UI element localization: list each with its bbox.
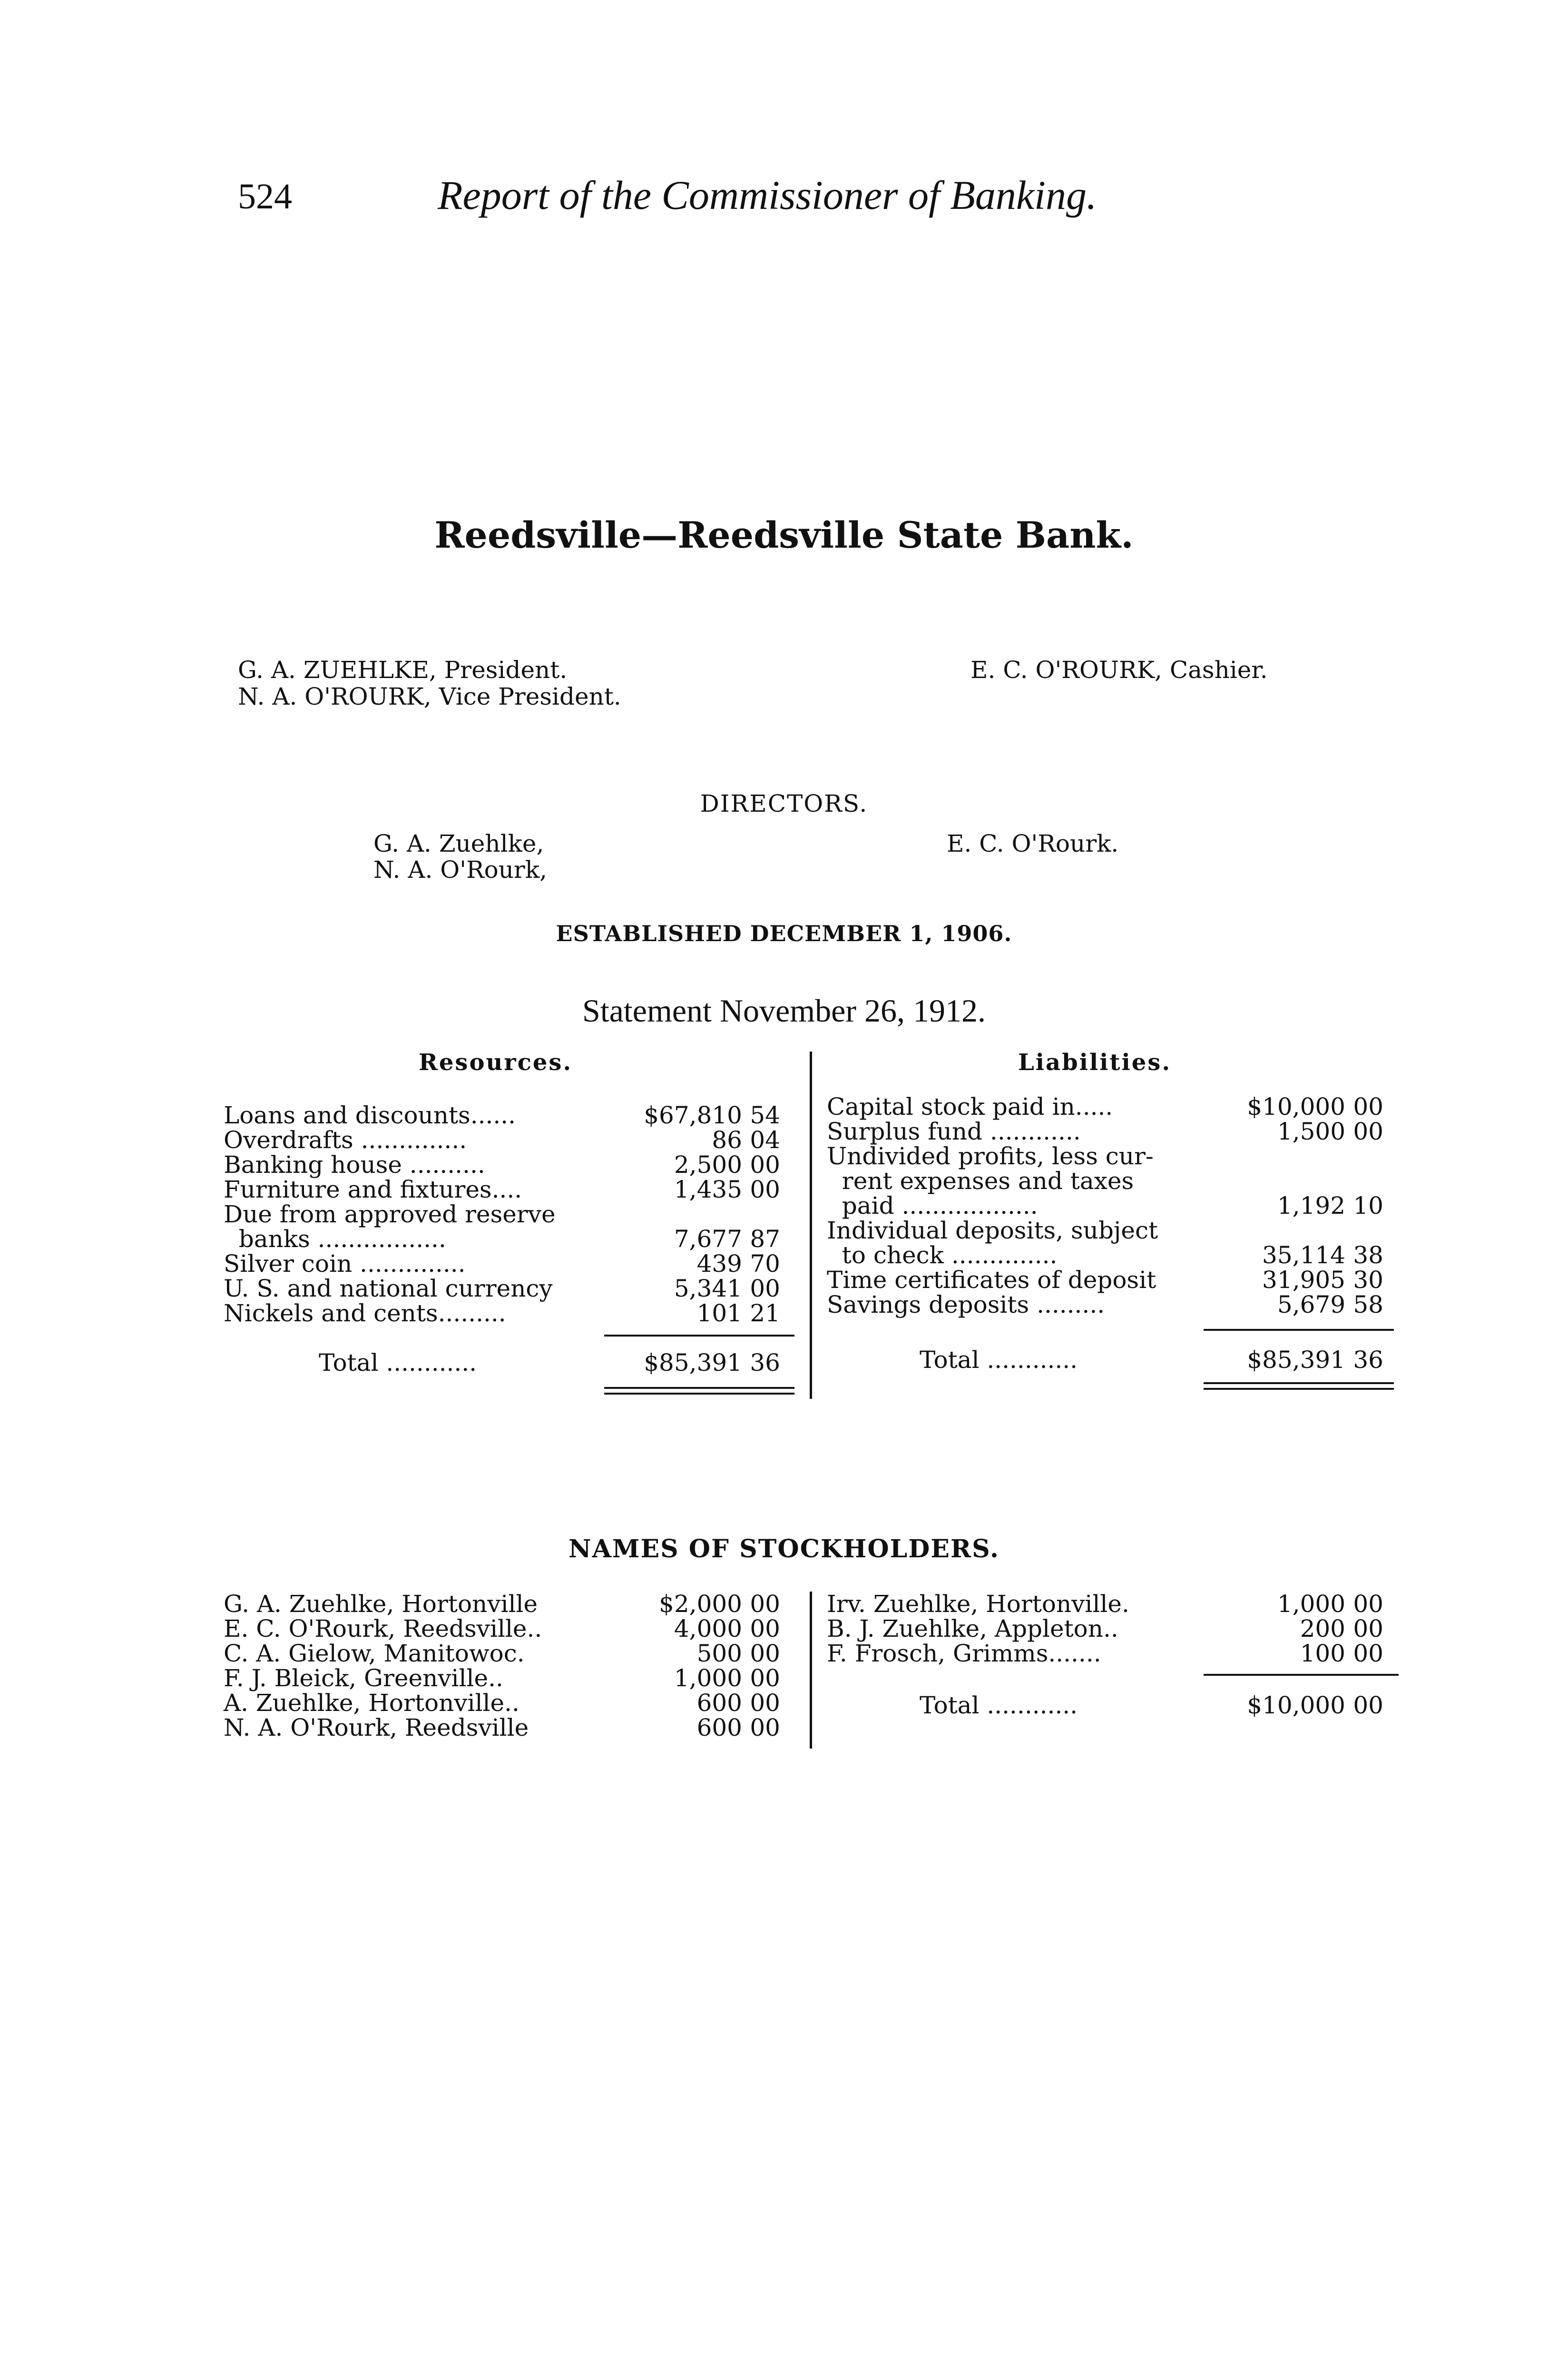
running-title: Report of the Commissioner of Banking.	[438, 172, 1097, 218]
list-item: G. A. Zuehlke, Hortonville $2,000 00	[224, 1590, 780, 1618]
subtotal-rule	[1204, 1674, 1399, 1676]
table-row: Surplus fund ............ 1,500 00	[827, 1118, 1383, 1145]
table-row: Due from approved reserve	[224, 1200, 556, 1228]
total-double-rule	[1204, 1382, 1394, 1390]
stockholders-total	[827, 1693, 1398, 1718]
table-row: rent expenses and taxes	[827, 1167, 1134, 1195]
officer-president: G. A. ZUEHLKE, President.	[238, 656, 568, 684]
subtotal-rule	[1204, 1329, 1394, 1331]
list-item: N. A. O'Rourk, Reedsville 600 00	[224, 1714, 780, 1741]
director-name: E. C. O'Rourk.	[947, 830, 1119, 857]
resources-heading: Resources.	[419, 1049, 573, 1076]
column-divider	[810, 1592, 812, 1749]
list-item: F. Frosch, Grimms....... 100 00	[827, 1640, 1383, 1667]
list-item: F. J. Bleick, Greenville.. 1,000 00	[224, 1664, 780, 1692]
resources-total	[224, 1350, 794, 1375]
established-date: ESTABLISHED DECEMBER 1, 1906.	[556, 921, 1012, 946]
list-item: A. Zuehlke, Hortonville.. 600 00	[224, 1689, 780, 1717]
director-name: G. A. Zuehlke,	[373, 830, 544, 857]
table-row: Nickels and cents......... 101 21	[224, 1299, 780, 1327]
stockholders-left	[224, 1592, 809, 1740]
officer-cashier: E. C. O'ROURK, Cashier.	[970, 656, 1268, 684]
total-row: Total ............ $85,391 36	[319, 1349, 780, 1376]
stockholders-right	[827, 1592, 1398, 1666]
resources-table	[224, 1103, 794, 1326]
officer-vice-president: N. A. O'ROURK, Vice President.	[238, 683, 621, 710]
directors-heading: DIRECTORS.	[700, 790, 868, 817]
table-row: banks ................. 7,677 87	[224, 1225, 780, 1253]
list-item: B. J. Zuehlke, Appleton.. 200 00	[827, 1615, 1383, 1642]
total-row: Total ............ $85,391 36	[920, 1346, 1383, 1374]
list-item: Irv. Zuehlke, Hortonville. 1,000 00	[827, 1590, 1383, 1618]
liabilities-heading: Liabilities.	[1018, 1049, 1172, 1076]
table-row: Time certificates of deposit 31,905 30	[827, 1266, 1383, 1294]
table-row: Loans and discounts...... $67,810 54	[224, 1101, 780, 1129]
table-row: Banking house .......... 2,500 00	[224, 1151, 780, 1179]
liabilities-table	[827, 1094, 1398, 1317]
table-row: Silver coin .............. 439 70	[224, 1250, 780, 1278]
table-row: Undivided profits, less cur-	[827, 1142, 1154, 1170]
stockholders-heading: NAMES OF STOCKHOLDERS.	[568, 1534, 1000, 1563]
bank-title: Reedsville—Reedsville State Bank.	[434, 514, 1134, 556]
page-number: 524	[238, 177, 292, 216]
table-row: Capital stock paid in..... $10,000 00	[827, 1093, 1383, 1121]
liabilities-total	[827, 1347, 1398, 1372]
subtotal-rule	[604, 1335, 794, 1337]
table-row: to check .............. 35,114 38	[827, 1241, 1383, 1269]
director-name: N. A. O'Rourk,	[373, 856, 548, 884]
total-row: Total ............ $10,000 00	[920, 1691, 1383, 1719]
table-row: Savings deposits ......... 5,679 58	[827, 1291, 1383, 1318]
table-row: Furniture and fixtures.... 1,435 00	[224, 1176, 780, 1203]
total-double-rule	[604, 1387, 794, 1395]
table-row: paid .................. 1,192 10	[827, 1192, 1383, 1219]
statement-title: Statement November 26, 1912.	[582, 993, 986, 1029]
table-row: Individual deposits, subject	[827, 1217, 1158, 1244]
table-row: U. S. and national currency 5,341 00	[224, 1275, 780, 1302]
list-item: E. C. O'Rourk, Reedsville.. 4,000 00	[224, 1615, 780, 1642]
list-item: C. A. Gielow, Manitowoc. 500 00	[224, 1640, 780, 1667]
table-row: Overdrafts .............. 86 04	[224, 1126, 780, 1154]
column-divider	[810, 1052, 812, 1399]
